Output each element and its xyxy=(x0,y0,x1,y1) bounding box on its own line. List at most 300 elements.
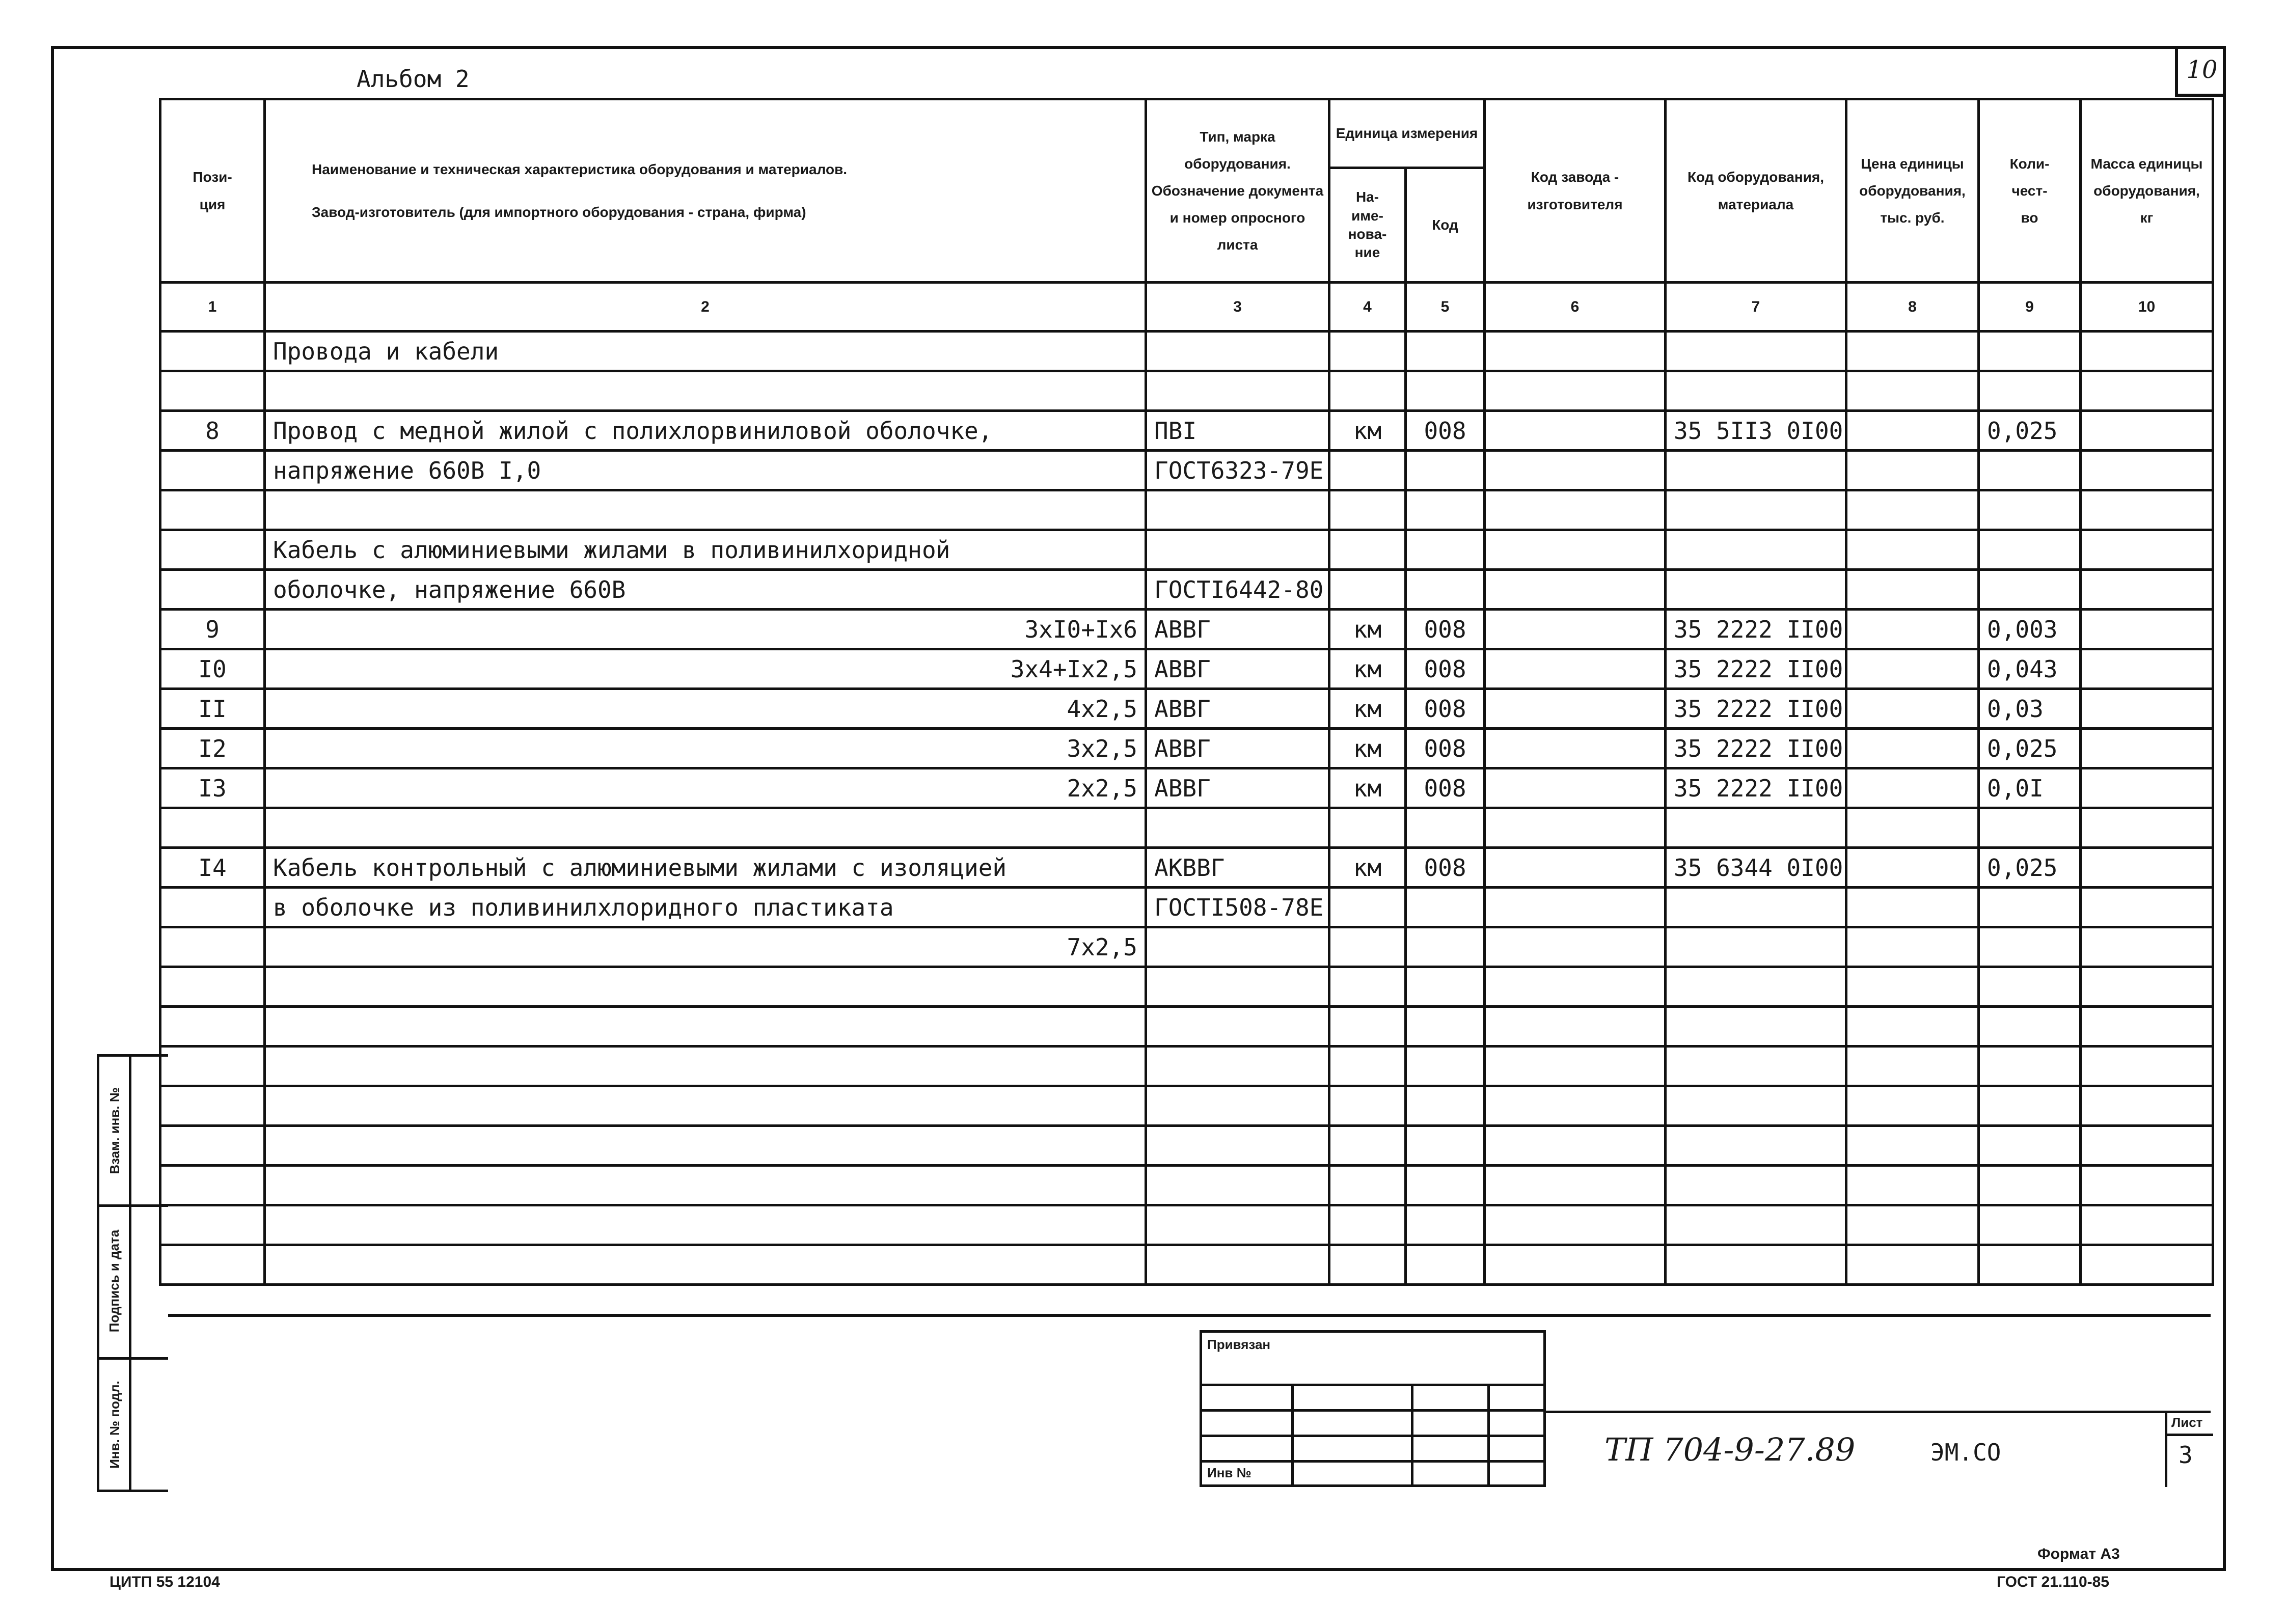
document-code: ЭМ.СО xyxy=(1930,1439,2001,1466)
row-unit-code xyxy=(1406,332,1485,371)
row-unit xyxy=(1329,1047,1406,1086)
row-plant-code xyxy=(1485,1166,1666,1205)
row-material-code xyxy=(1666,371,1846,411)
stamp-line xyxy=(1202,1409,1543,1412)
row-unit-code: 008 xyxy=(1406,689,1485,729)
footer-publisher: ЦИТП 55 12104 xyxy=(110,1574,220,1590)
row-material-code xyxy=(1666,490,1846,530)
row-position xyxy=(160,371,265,411)
row-name xyxy=(265,1205,1146,1245)
row-type xyxy=(1146,1047,1329,1086)
header-position: Пози- ция xyxy=(160,99,265,283)
row-position xyxy=(160,1205,265,1245)
row-type xyxy=(1146,1007,1329,1047)
row-type: ГОСТI6442-80 xyxy=(1146,570,1329,610)
row-price xyxy=(1846,649,1979,689)
table-row xyxy=(160,848,2213,888)
row-name xyxy=(265,808,1146,848)
column-number: 10 xyxy=(2081,283,2213,332)
row-mass xyxy=(2081,451,2213,490)
row-type xyxy=(1146,927,1329,967)
row-price xyxy=(1846,332,1979,371)
row-position xyxy=(160,1126,265,1166)
sheet-box xyxy=(2165,1411,2213,1487)
row-material-code xyxy=(1666,570,1846,610)
row-unit-code xyxy=(1406,1007,1485,1047)
row-unit xyxy=(1329,808,1406,848)
row-mass xyxy=(2081,1205,2213,1245)
row-mass xyxy=(2081,848,2213,888)
row-position: 9 xyxy=(160,610,265,649)
row-price xyxy=(1846,1007,1979,1047)
column-number: 3 xyxy=(1146,283,1329,332)
side-stamp-signature-date: Подпись и дата xyxy=(106,1229,122,1332)
row-price xyxy=(1846,1166,1979,1205)
row-price xyxy=(1846,371,1979,411)
row-type xyxy=(1146,332,1329,371)
row-quantity xyxy=(1979,570,2081,610)
table-row xyxy=(160,729,2213,768)
row-plant-code xyxy=(1485,927,1666,967)
row-type: ПВI xyxy=(1146,411,1329,451)
column-numbers-row xyxy=(160,283,2213,332)
row-plant-code xyxy=(1485,689,1666,729)
row-unit-code xyxy=(1406,967,1485,1007)
table-row xyxy=(160,570,2213,610)
row-quantity xyxy=(1979,967,2081,1007)
row-material-code xyxy=(1666,530,1846,570)
row-name: оболочке, напряжение 660В xyxy=(265,570,1146,610)
row-type xyxy=(1146,490,1329,530)
row-price xyxy=(1846,967,1979,1007)
sheet-box-line xyxy=(2167,1434,2213,1436)
row-type: АВВГ xyxy=(1146,649,1329,689)
table-row xyxy=(160,1047,2213,1086)
row-mass xyxy=(2081,371,2213,411)
row-plant-code xyxy=(1485,967,1666,1007)
row-unit xyxy=(1329,967,1406,1007)
row-position xyxy=(160,332,265,371)
table-row xyxy=(160,927,2213,967)
row-price xyxy=(1846,1126,1979,1166)
table-row xyxy=(160,371,2213,411)
row-unit xyxy=(1329,451,1406,490)
row-mass xyxy=(2081,610,2213,649)
row-name: 3х2,5 xyxy=(265,729,1146,768)
row-mass xyxy=(2081,411,2213,451)
header-material-code: Код оборудования, материала xyxy=(1666,99,1846,283)
row-unit xyxy=(1329,1086,1406,1126)
row-quantity xyxy=(1979,1047,2081,1086)
row-unit: км xyxy=(1329,610,1406,649)
row-price xyxy=(1846,490,1979,530)
row-position xyxy=(160,967,265,1007)
row-position: I0 xyxy=(160,649,265,689)
row-mass xyxy=(2081,570,2213,610)
row-mass xyxy=(2081,729,2213,768)
page-number: 10 xyxy=(2175,46,2226,97)
table-row xyxy=(160,490,2213,530)
row-unit-code xyxy=(1406,1166,1485,1205)
row-unit-code xyxy=(1406,451,1485,490)
stamp-divider xyxy=(1291,1384,1294,1484)
row-quantity: 0,043 xyxy=(1979,649,2081,689)
row-type xyxy=(1146,1245,1329,1285)
row-name: 4х2,5 xyxy=(265,689,1146,729)
row-unit: км xyxy=(1329,848,1406,888)
row-name xyxy=(265,490,1146,530)
footer-standard: ГОСТ 21.110-85 xyxy=(1997,1574,2109,1590)
row-plant-code xyxy=(1485,530,1666,570)
row-quantity xyxy=(1979,1007,2081,1047)
table-row xyxy=(160,689,2213,729)
row-price xyxy=(1846,848,1979,888)
stamp-line xyxy=(1202,1384,1543,1386)
row-name xyxy=(265,1245,1146,1285)
row-plant-code xyxy=(1485,768,1666,808)
row-name: Кабель с алюминиевыми жилами в поливинилхоридной xyxy=(265,530,1146,570)
side-stamp-replaced-inv: Взам. инв. № xyxy=(106,1087,122,1174)
row-unit-code xyxy=(1406,570,1485,610)
side-stamp-original-inv: Инв. № подл. xyxy=(106,1381,122,1469)
row-plant-code xyxy=(1485,451,1666,490)
row-position: 8 xyxy=(160,411,265,451)
row-material-code xyxy=(1666,451,1846,490)
row-mass xyxy=(2081,1047,2213,1086)
column-number: 7 xyxy=(1666,283,1846,332)
row-quantity xyxy=(1979,451,2081,490)
row-name: Провода и кабели xyxy=(265,332,1146,371)
row-name xyxy=(265,371,1146,411)
row-price xyxy=(1846,1086,1979,1126)
row-quantity xyxy=(1979,927,2081,967)
table-row xyxy=(160,1007,2213,1047)
table-row xyxy=(160,1245,2213,1285)
row-unit-code xyxy=(1406,888,1485,927)
row-unit xyxy=(1329,1007,1406,1047)
row-quantity xyxy=(1979,490,2081,530)
row-material-code: 35 2222 II00 xyxy=(1666,729,1846,768)
row-name xyxy=(265,1126,1146,1166)
row-unit xyxy=(1329,332,1406,371)
row-quantity: 0,025 xyxy=(1979,848,2081,888)
row-position xyxy=(160,490,265,530)
header-unit-name: На- име- нова- ние xyxy=(1329,168,1406,283)
row-name xyxy=(265,1086,1146,1126)
row-plant-code xyxy=(1485,808,1666,848)
row-quantity xyxy=(1979,1166,2081,1205)
row-plant-code xyxy=(1485,1126,1666,1166)
row-quantity xyxy=(1979,1205,2081,1245)
row-unit-code xyxy=(1406,927,1485,967)
row-price xyxy=(1846,451,1979,490)
row-plant-code xyxy=(1485,490,1666,530)
row-plant-code xyxy=(1485,1047,1666,1086)
table-row xyxy=(160,768,2213,808)
row-type xyxy=(1146,530,1329,570)
stamp-bound-label: Привязан xyxy=(1207,1337,1271,1352)
row-quantity xyxy=(1979,530,2081,570)
row-position xyxy=(160,451,265,490)
stamp-divider xyxy=(1411,1384,1413,1484)
row-name: 7х2,5 xyxy=(265,927,1146,967)
row-price xyxy=(1846,689,1979,729)
row-material-code xyxy=(1666,927,1846,967)
row-material-code xyxy=(1666,1086,1846,1126)
column-number: 1 xyxy=(160,283,265,332)
row-type xyxy=(1146,1166,1329,1205)
row-plant-code xyxy=(1485,371,1666,411)
row-unit xyxy=(1329,570,1406,610)
row-price xyxy=(1846,768,1979,808)
row-mass xyxy=(2081,490,2213,530)
row-unit-code: 008 xyxy=(1406,768,1485,808)
row-unit-code xyxy=(1406,1086,1485,1126)
row-mass xyxy=(2081,1245,2213,1285)
row-plant-code xyxy=(1485,1007,1666,1047)
row-price xyxy=(1846,610,1979,649)
table-row xyxy=(160,332,2213,371)
row-unit xyxy=(1329,927,1406,967)
row-unit xyxy=(1329,490,1406,530)
row-mass xyxy=(2081,967,2213,1007)
header-type: Тип, марка оборудования. Обозначение документа и номер опросного листа xyxy=(1146,99,1329,283)
album-label: Альбом 2 xyxy=(357,65,470,93)
row-price xyxy=(1846,729,1979,768)
row-mass xyxy=(2081,808,2213,848)
row-unit xyxy=(1329,371,1406,411)
table-row xyxy=(160,411,2213,451)
row-type xyxy=(1146,808,1329,848)
row-plant-code xyxy=(1485,888,1666,927)
row-position: II xyxy=(160,689,265,729)
header-name-line1: Наименование и техническая характеристика оборудования и материалов. xyxy=(312,161,848,177)
row-mass xyxy=(2081,768,2213,808)
row-position xyxy=(160,530,265,570)
header-price: Цена единицы оборудования, тыс. руб. xyxy=(1846,99,1979,283)
sheet-label: Лист xyxy=(2171,1415,2203,1430)
row-unit-code xyxy=(1406,808,1485,848)
row-price xyxy=(1846,530,1979,570)
row-price xyxy=(1846,1205,1979,1245)
row-unit xyxy=(1329,530,1406,570)
row-material-code: 35 2222 II00 xyxy=(1666,689,1846,729)
row-material-code: 35 6344 0I00 xyxy=(1666,848,1846,888)
table-row xyxy=(160,451,2213,490)
row-price xyxy=(1846,888,1979,927)
row-name: Кабель контрольный с алюминиевыми жилами с изоляцией xyxy=(265,848,1146,888)
row-unit-code xyxy=(1406,371,1485,411)
header-plant-code: Код завода - изготовителя xyxy=(1485,99,1666,283)
row-name: в оболочке из поливинилхлоридного пластиката xyxy=(265,888,1146,927)
row-unit-code: 008 xyxy=(1406,610,1485,649)
column-number: 4 xyxy=(1329,283,1406,332)
row-name xyxy=(265,1007,1146,1047)
table-row xyxy=(160,808,2213,848)
row-material-code xyxy=(1666,1205,1846,1245)
table-row xyxy=(160,888,2213,927)
stamp-line xyxy=(1202,1435,1543,1437)
row-position xyxy=(160,808,265,848)
row-unit-code: 008 xyxy=(1406,848,1485,888)
row-name: 3х4+Iх2,5 xyxy=(265,649,1146,689)
header-unit-group: Единица измерения xyxy=(1329,99,1485,168)
row-unit: км xyxy=(1329,768,1406,808)
row-type xyxy=(1146,1126,1329,1166)
row-unit-code xyxy=(1406,1245,1485,1285)
row-material-code xyxy=(1666,808,1846,848)
row-plant-code xyxy=(1485,649,1666,689)
row-quantity: 0,03 xyxy=(1979,689,2081,729)
header-quantity: Коли- чест- во xyxy=(1979,99,2081,283)
row-quantity xyxy=(1979,371,2081,411)
row-unit-code xyxy=(1406,1126,1485,1166)
row-material-code xyxy=(1666,1126,1846,1166)
row-plant-code xyxy=(1485,610,1666,649)
row-position xyxy=(160,1047,265,1086)
sheet-number: 3 xyxy=(2179,1441,2193,1469)
row-material-code xyxy=(1666,1047,1846,1086)
table-row xyxy=(160,1205,2213,1245)
row-type xyxy=(1146,1205,1329,1245)
row-type: ГОСТ6323-79Е xyxy=(1146,451,1329,490)
row-name: 3хI0+Iх6 xyxy=(265,610,1146,649)
row-quantity: 0,003 xyxy=(1979,610,2081,649)
row-unit xyxy=(1329,888,1406,927)
row-material-code xyxy=(1666,332,1846,371)
row-material-code xyxy=(1666,888,1846,927)
row-unit-code xyxy=(1406,1047,1485,1086)
row-unit-code xyxy=(1406,530,1485,570)
row-unit xyxy=(1329,1205,1406,1245)
row-plant-code xyxy=(1485,1086,1666,1126)
row-type xyxy=(1146,371,1329,411)
row-plant-code xyxy=(1485,332,1666,371)
row-position xyxy=(160,1086,265,1126)
row-unit-code: 008 xyxy=(1406,649,1485,689)
row-plant-code xyxy=(1485,1205,1666,1245)
document-number: ТП 704-9-27.89 xyxy=(1604,1431,1856,1468)
row-unit-code xyxy=(1406,490,1485,530)
table-row xyxy=(160,967,2213,1007)
row-plant-code xyxy=(1485,1245,1666,1285)
row-unit-code: 008 xyxy=(1406,411,1485,451)
row-material-code: 35 2222 II00 xyxy=(1666,768,1846,808)
row-position: I3 xyxy=(160,768,265,808)
table-row xyxy=(160,610,2213,649)
row-material-code: 35 2222 II00 xyxy=(1666,649,1846,689)
row-quantity: 0,0I xyxy=(1979,768,2081,808)
row-material-code: 35 2222 II00 xyxy=(1666,610,1846,649)
row-name: напряжение 660В I,0 xyxy=(265,451,1146,490)
row-material-code xyxy=(1666,1007,1846,1047)
row-mass xyxy=(2081,530,2213,570)
row-material-code: 35 5II3 0I00 xyxy=(1666,411,1846,451)
column-number: 5 xyxy=(1406,283,1485,332)
row-unit xyxy=(1329,1245,1406,1285)
row-name: Провод с медной жилой с полихлорвиниловой оболочке, xyxy=(265,411,1146,451)
row-mass xyxy=(2081,1126,2213,1166)
row-quantity xyxy=(1979,1245,2081,1285)
row-position xyxy=(160,1166,265,1205)
row-unit xyxy=(1329,1166,1406,1205)
row-type: АВВГ xyxy=(1146,610,1329,649)
row-quantity xyxy=(1979,332,2081,371)
stamp-line xyxy=(1202,1460,1543,1463)
row-mass xyxy=(2081,927,2213,967)
header-mass: Масса единицы оборудования, кг xyxy=(2081,99,2213,283)
row-quantity: 0,025 xyxy=(1979,411,2081,451)
side-stamp-divider xyxy=(129,1057,131,1490)
row-type: АВВГ xyxy=(1146,768,1329,808)
column-number: 2 xyxy=(265,283,1146,332)
row-unit-code xyxy=(1406,1205,1485,1245)
row-plant-code xyxy=(1485,411,1666,451)
row-price xyxy=(1846,411,1979,451)
row-mass xyxy=(2081,1086,2213,1126)
row-mass xyxy=(2081,1166,2213,1205)
row-position xyxy=(160,888,265,927)
table-row xyxy=(160,1126,2213,1166)
row-price xyxy=(1846,570,1979,610)
row-plant-code xyxy=(1485,848,1666,888)
table-body xyxy=(160,332,2213,1285)
row-price xyxy=(1846,1245,1979,1285)
row-name xyxy=(265,967,1146,1007)
stamp-divider xyxy=(1487,1384,1490,1484)
row-plant-code xyxy=(1485,729,1666,768)
table-row xyxy=(160,530,2213,570)
row-position xyxy=(160,1007,265,1047)
row-unit: км xyxy=(1329,689,1406,729)
specification-table xyxy=(159,98,2214,1286)
row-mass xyxy=(2081,888,2213,927)
footer-format: Формат А3 xyxy=(2037,1546,2120,1562)
table-row xyxy=(160,1166,2213,1205)
row-mass xyxy=(2081,332,2213,371)
row-quantity xyxy=(1979,808,2081,848)
row-material-code xyxy=(1666,1245,1846,1285)
row-mass xyxy=(2081,1007,2213,1047)
row-quantity xyxy=(1979,1126,2081,1166)
row-name xyxy=(265,1166,1146,1205)
row-name: 2х2,5 xyxy=(265,768,1146,808)
column-number: 8 xyxy=(1846,283,1979,332)
stamp-inv-label: Инв № xyxy=(1207,1465,1251,1480)
row-plant-code xyxy=(1485,570,1666,610)
row-price xyxy=(1846,1047,1979,1086)
table-row xyxy=(160,649,2213,689)
row-position xyxy=(160,927,265,967)
row-price xyxy=(1846,808,1979,848)
row-type xyxy=(1146,1086,1329,1126)
binding-stamp xyxy=(1200,1330,1546,1487)
row-unit: км xyxy=(1329,729,1406,768)
row-unit-code: 008 xyxy=(1406,729,1485,768)
row-position xyxy=(160,570,265,610)
side-stamp xyxy=(97,1054,168,1492)
row-type xyxy=(1146,967,1329,1007)
row-quantity xyxy=(1979,1086,2081,1126)
row-unit xyxy=(1329,1126,1406,1166)
row-quantity: 0,025 xyxy=(1979,729,2081,768)
row-mass xyxy=(2081,649,2213,689)
header-name-line2: Завод-изготовитель (для импортного оборудования - страна, фирма) xyxy=(312,204,806,220)
table-header xyxy=(160,99,2213,332)
header-name xyxy=(265,99,1146,283)
column-number: 6 xyxy=(1485,283,1666,332)
row-material-code xyxy=(1666,967,1846,1007)
